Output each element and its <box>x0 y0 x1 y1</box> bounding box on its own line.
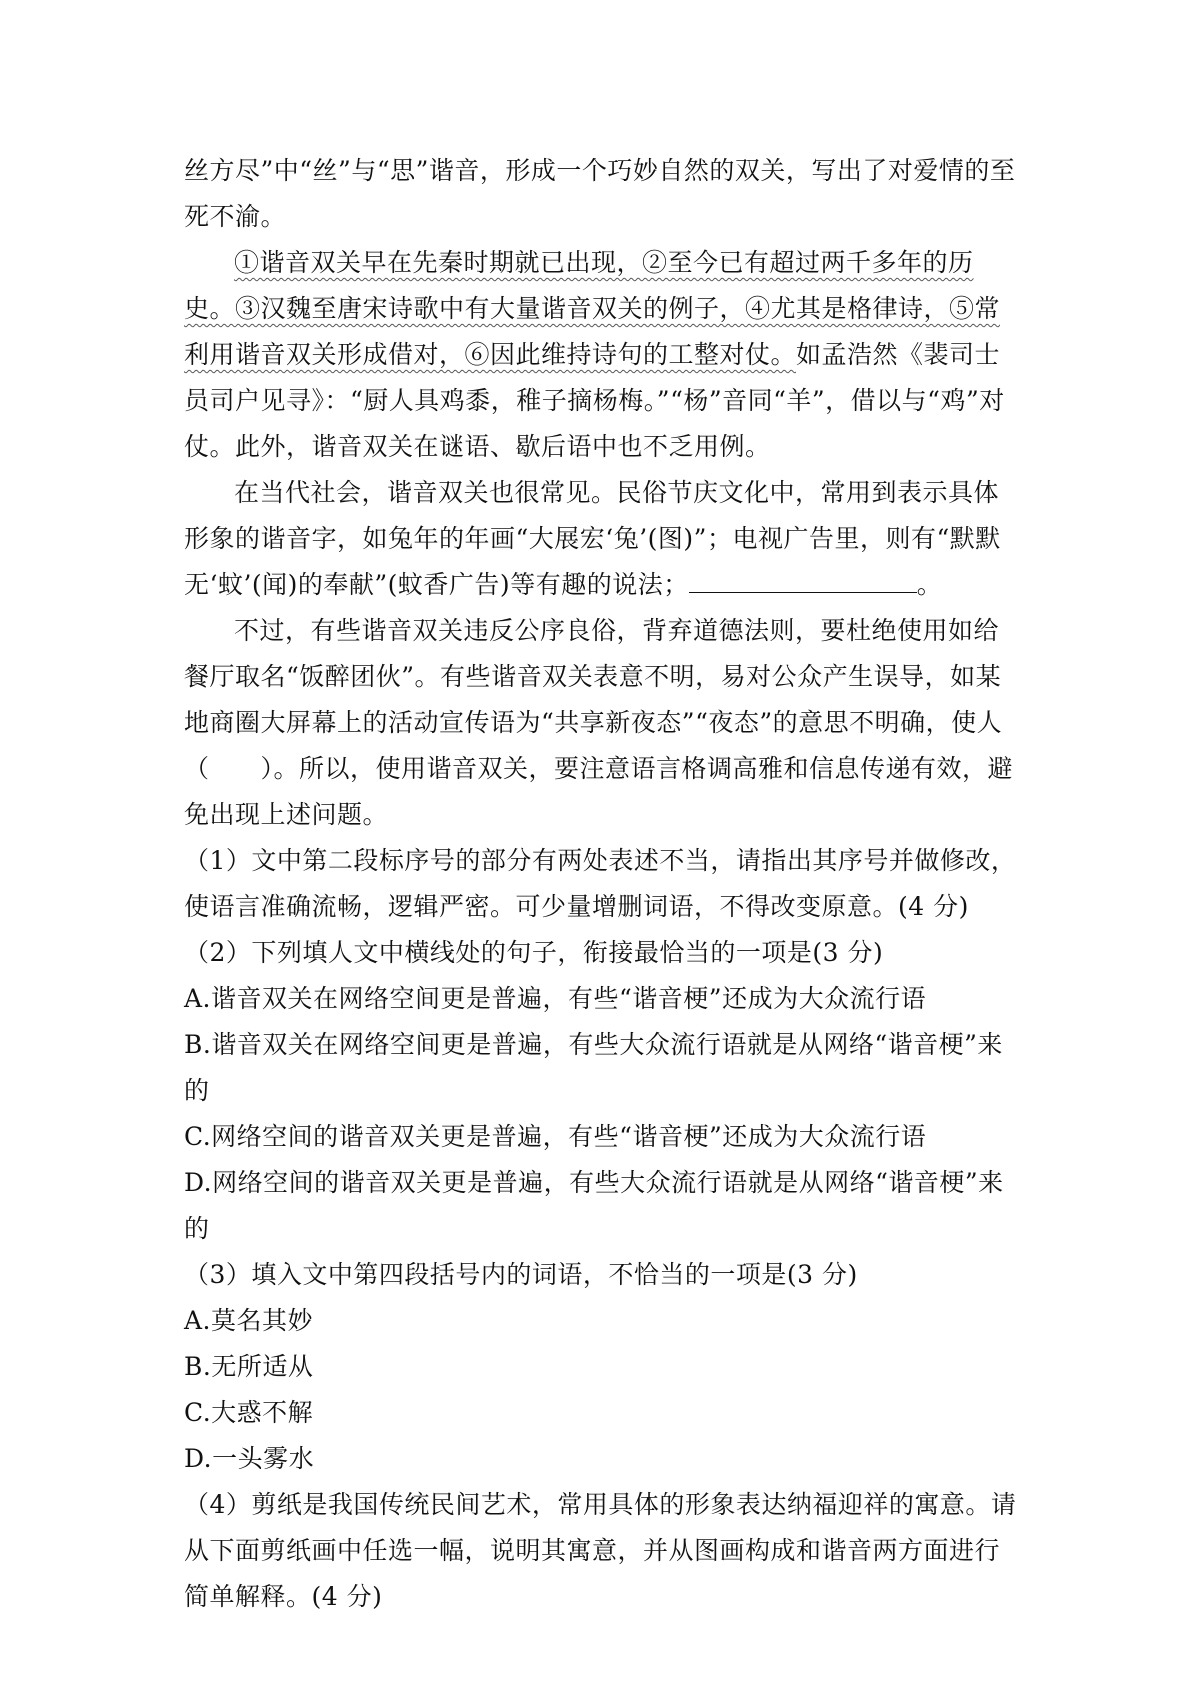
question-2-stem: （2）下列填人文中横线处的句子，衔接最恰当的一项是(3 分) <box>184 938 884 967</box>
question-3-option-a: A.莫名其妙 <box>184 1306 314 1335</box>
question-3-option-d: D.一头雾水 <box>184 1444 315 1473</box>
fill-in-blank[interactable] <box>689 570 917 593</box>
paragraph-2-rest: 如孟浩然《裴司士员司户见寻》：“厨人具鸡黍，稚子摘杨梅。”“杨”音同“羊”，借以与“鸡”对仗。此外，谐音双关在谜语、歇后语中也不乏用例。 <box>184 340 1005 461</box>
paragraph-1: 丝方尽”中“丝”与“思”谐音，形成一个巧妙自然的双关，写出了对爱情的至死不渝。 <box>184 156 1016 231</box>
question-3-stem: （3）填入文中第四段括号内的词语，不恰当的一项是(3 分) <box>184 1260 858 1289</box>
underlined-sentences: ①谐音双关早在先秦时期就已出现，②至今已有超过两千多年的历史。③汉魏至唐宋诗歌中有大量谐音双关的例子，④尤其是格律诗，⑤常利用谐音双关形成借对，⑥因此维持诗句的工整对仗。 <box>184 248 1001 369</box>
paragraph-3 <box>184 470 1024 608</box>
paragraph-3-end: 。 <box>916 570 943 599</box>
document-body <box>184 148 1024 1620</box>
question-3-option-b: B.无所适从 <box>184 1352 314 1381</box>
question-2-option-a: A.谐音双关在网络空间更是普遍，有些“谐音梗”还成为大众流行语 <box>184 984 927 1013</box>
question-2-option-c: C.网络空间的谐音双关更是普遍，有些“谐音梗”还成为大众流行语 <box>184 1122 927 1151</box>
question-2-option-b: B.谐音双关在网络空间更是普遍，有些大众流行语就是从网络“谐音梗”来的 <box>184 1030 1003 1105</box>
question-1: （1）文中第二段标序号的部分有两处表述不当，请指出其序号并做修改，使语言准确流畅，逻辑严密。可少量增删词语，不得改变原意。(4 分) <box>184 846 1017 921</box>
question-3-option-c: C.大惑不解 <box>184 1398 314 1427</box>
paragraph-2 <box>184 240 1024 470</box>
question-2-option-d: D.网络空间的谐音双关更是普遍，有些大众流行语就是从网络“谐音梗”来的 <box>184 1168 1004 1243</box>
question-4: （4）剪纸是我国传统民间艺术，常用具体的形象表达纳福迎祥的寓意。请从下面剪纸画中任选一幅，说明其寓意，并从图画构成和谐音两方面进行简单解释。(4 分) <box>184 1490 1017 1611</box>
paragraph-4: 不过，有些谐音双关违反公序良俗，背弃道德法则，要杜绝使用如给餐厅取名“饭醉团伙”。有些谐音双关表意不明，易对公众产生误导，如某地商圈大屏幕上的活动宣传语为“共享新夜态”“夜态”的意思不明确，使人（ ）。所以，使用谐音双关，要注意语言格调高雅和信息传递有效，避免出现上述问题。 <box>184 616 1014 829</box>
paragraph-3-text: 在当代社会，谐音双关也很常见。民俗节庆文化中，常用到表示具体形象的谐音字，如兔年的年画“大展宏‘兔’(图)”；电视广告里，则有“默默无‘蚊’(闻)的奉献”(蚊香广告)等有趣的说法； <box>184 478 1001 599</box>
